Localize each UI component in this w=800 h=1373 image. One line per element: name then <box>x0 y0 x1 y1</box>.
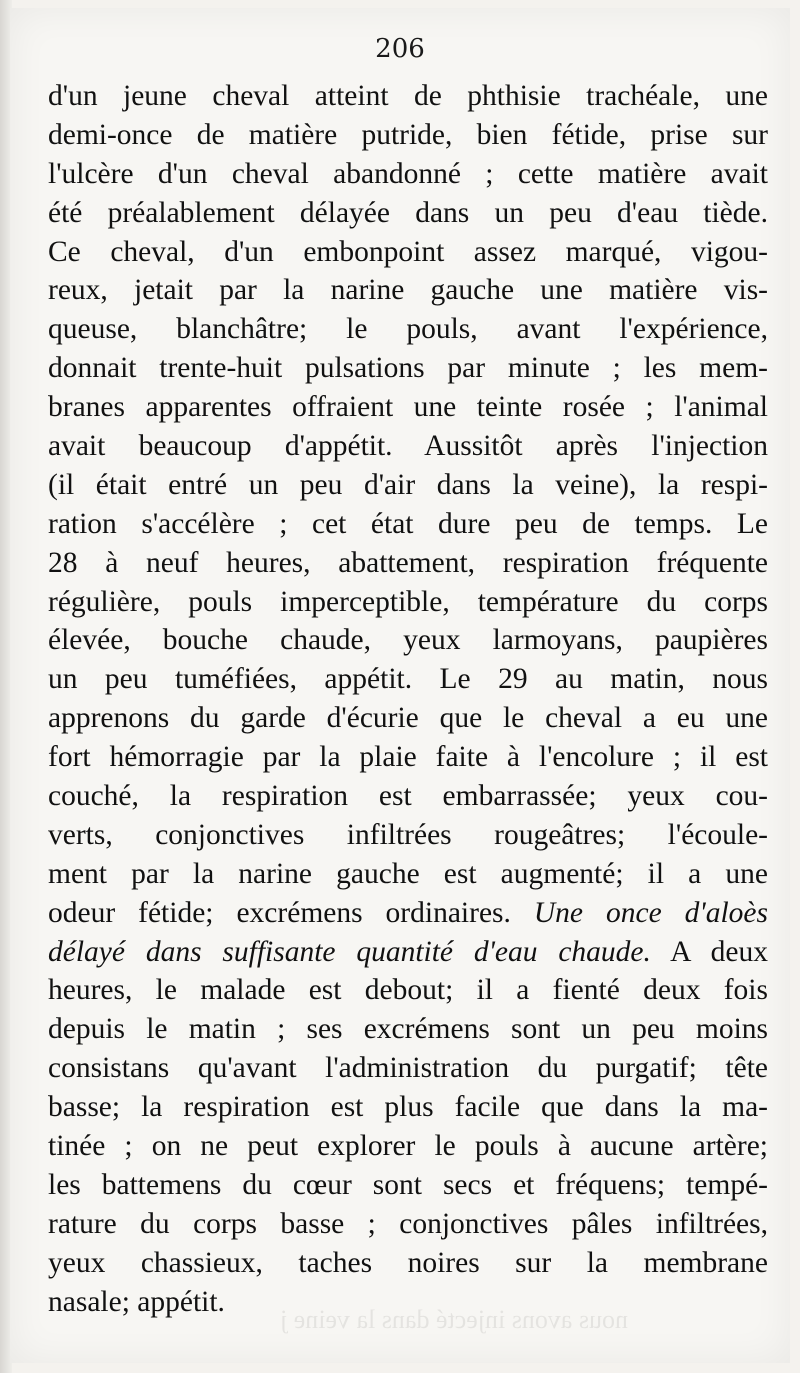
italic-text-segment: Une once d'aloès <box>533 896 768 929</box>
text-line <box>48 971 768 1010</box>
text-line <box>48 116 768 155</box>
text-segment: odeur fétide; excrémens ordinaires. <box>48 896 534 929</box>
text-line <box>48 1127 768 1166</box>
text-line <box>48 1205 768 1244</box>
text-segment: yeux chassieux, taches noires sur la membrane <box>48 1246 768 1279</box>
text-line <box>48 349 768 388</box>
text-line <box>48 1010 768 1049</box>
text-segment: verts, conjonctives infiltrées rougeâtres; l'écoule- <box>48 818 768 851</box>
page-number: 206 <box>375 34 425 64</box>
text-segment: A deux <box>650 935 768 968</box>
text-segment: été préalablement délayée dans un peu d'eau tiède. <box>48 196 768 229</box>
text-segment: tinée ; on ne peut explorer le pouls à aucune artère; <box>48 1130 768 1163</box>
text-segment: élevée, bouche chaude, yeux larmoyans, paupières <box>48 624 768 657</box>
text-line <box>48 233 768 272</box>
text-segment: l'ulcère d'un cheval abandonné ; cette matière avait <box>48 157 768 190</box>
text-segment: ration s'accélère ; cet état dure peu de temps. Le <box>48 507 768 540</box>
text-segment: apprenons du garde d'écurie que le cheval a eu une <box>48 702 768 735</box>
text-segment: avait beaucoup d'appétit. Aussitôt après l'injection <box>48 430 768 463</box>
text-line <box>48 77 768 116</box>
text-line <box>48 660 768 699</box>
text-segment: queuse, blanchâtre; le pouls, avant l'expérience, <box>48 313 768 346</box>
text-line <box>48 583 768 622</box>
text-segment: régulière, pouls imperceptible, température du corps <box>48 585 768 618</box>
text-segment: reux, jetait par la narine gauche une matière vis- <box>48 274 768 307</box>
text-segment: heures, le malade est debout; il a fienté deux fois <box>48 974 768 1007</box>
text-segment: nasale; appétit. <box>48 1285 225 1318</box>
text-segment: un peu tuméfiées, appétit. Le 29 au matin, nous <box>48 663 768 696</box>
text-line <box>48 505 768 544</box>
text-line <box>48 1088 768 1127</box>
body-text <box>48 77 768 1322</box>
text-segment: 28 à neuf heures, abattement, respiration fréquente <box>48 546 768 579</box>
text-segment: fort hémorragie par la plaie faite à l'encolure ; il est <box>48 741 768 774</box>
text-line <box>48 1049 768 1088</box>
text-segment: (il était entré un peu d'air dans la veine), la respi- <box>48 468 768 501</box>
text-line <box>48 816 768 855</box>
text-line <box>48 777 768 816</box>
text-line <box>48 194 768 233</box>
text-segment: basse; la respiration est plus facile que dans la ma- <box>48 1091 768 1124</box>
text-line <box>48 621 768 660</box>
text-segment: branes apparentes offraient une teinte rosée ; l'animal <box>48 391 768 424</box>
text-segment: demi-once de matière putride, bien fétide, prise sur <box>48 118 768 151</box>
text-line <box>48 933 768 972</box>
text-segment: rature du corps basse ; conjonctives pâles infiltrées, <box>48 1207 768 1240</box>
text-line <box>48 855 768 894</box>
bleed-through-text: nous avons injecté dans la veine j <box>280 1305 629 1334</box>
text-segment: ment par la narine gauche est augmenté; il a une <box>48 857 768 890</box>
text-segment: donnait trente-huit pulsations par minute ; les mem- <box>48 352 768 385</box>
text-segment: depuis le matin ; ses excrémens sont un peu moins <box>48 1013 768 1046</box>
text-line <box>48 271 768 310</box>
text-line <box>48 310 768 349</box>
text-line <box>48 894 768 933</box>
italic-text-segment: délayé dans suffisante quantité d'eau chaude. <box>48 935 651 968</box>
text-line <box>48 466 768 505</box>
text-line <box>48 1244 768 1283</box>
text-line <box>48 699 768 738</box>
text-line <box>48 388 768 427</box>
text-line <box>48 427 768 466</box>
text-segment: consistans qu'avant l'administration du purgatif; tête <box>48 1052 768 1085</box>
text-segment: les battemens du cœur sont secs et fréquens; tempé- <box>48 1168 768 1201</box>
text-line <box>48 738 768 777</box>
text-line <box>48 544 768 583</box>
text-segment: Ce cheval, d'un embonpoint assez marqué, vigou- <box>48 235 768 268</box>
text-segment: d'un jeune cheval atteint de phthisie trachéale, une <box>48 80 768 112</box>
text-line <box>48 1166 768 1205</box>
text-line <box>48 155 768 194</box>
text-segment: couché, la respiration est embarrassée; yeux cou- <box>48 780 768 813</box>
